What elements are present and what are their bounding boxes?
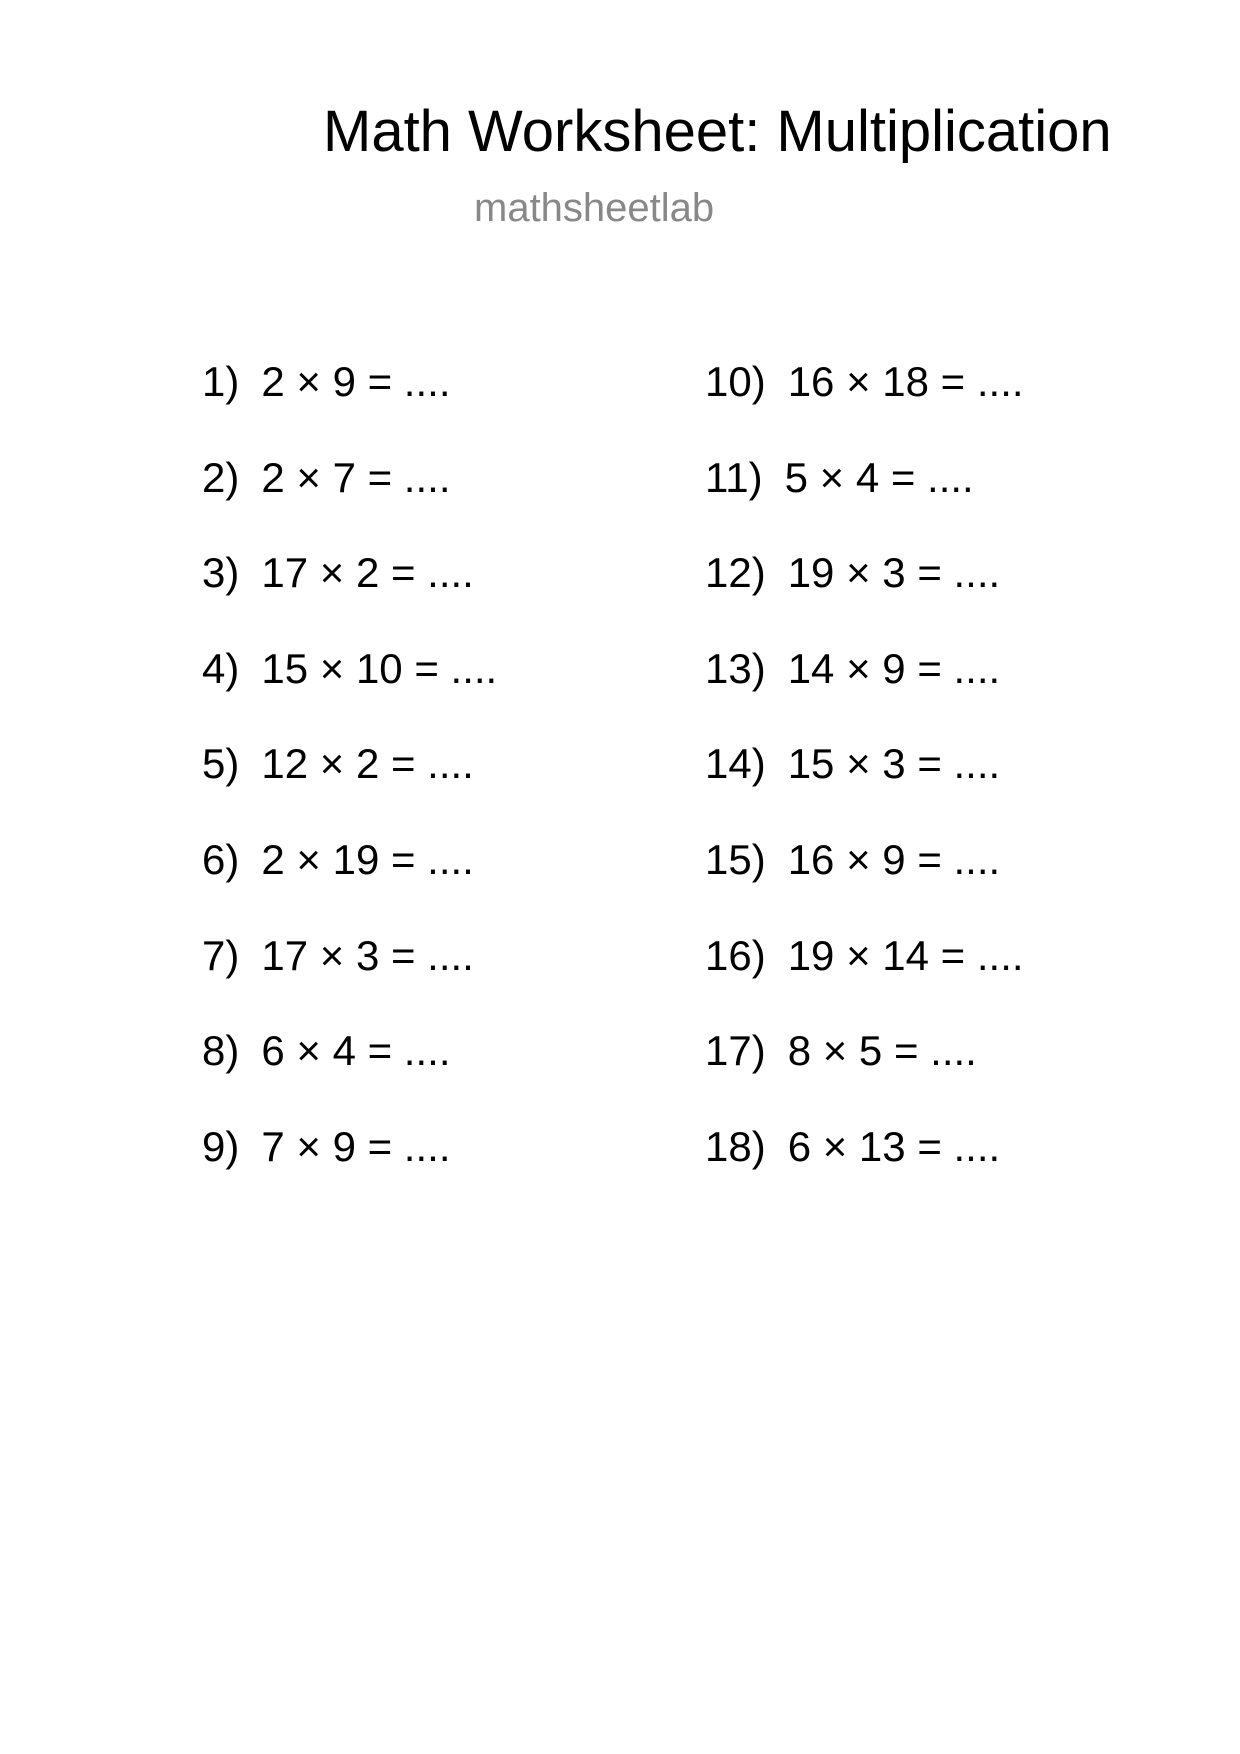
problem-item [705,1117,1024,1213]
problem-item [202,448,497,544]
problem-item [705,734,1024,830]
problem-number: 6) [202,835,240,883]
problem-expression: 16 × 18 = .... [787,358,1024,405]
problem-item [705,1021,1024,1117]
problem-expression: 2 × 9 = .... [261,358,451,405]
problem-expression: 6 × 4 = .... [261,1027,451,1075]
problem-number: 12) [705,549,766,597]
problem-number: 10) [705,358,766,405]
problem-number: 15) [705,835,766,883]
problem-number: 18) [705,1122,766,1170]
worksheet-title: Math Worksheet: Multiplication [323,99,1112,164]
problem-number: 7) [202,931,240,979]
problem-expression: 17 × 3 = .... [261,931,474,979]
problem-expression: 6 × 13 = .... [787,1122,1001,1170]
problem-number: 5) [202,740,240,788]
problem-expression: 19 × 3 = .... [787,549,1001,597]
problem-expression: 8 × 5 = .... [787,1027,977,1075]
problem-item [202,1021,497,1117]
problem-item [202,352,497,448]
problem-number: 11) [705,453,763,501]
problem-expression: 14 × 9 = .... [787,644,1001,692]
problem-expression: 16 × 9 = .... [787,835,1001,883]
problem-number: 1) [202,358,240,405]
problem-expression: 2 × 19 = .... [261,835,474,883]
problem-item [705,352,1024,448]
problem-expression: 2 × 7 = .... [261,453,451,501]
problem-number: 17) [705,1027,766,1075]
problem-expression: 7 × 9 = .... [261,1122,451,1170]
problem-number: 14) [705,740,766,788]
problem-item [202,1117,497,1213]
problem-item [705,639,1024,735]
problem-number: 2) [202,453,240,501]
problem-item [705,926,1024,1022]
worksheet-subtitle: mathsheetlab [474,186,715,230]
problem-number: 16) [705,931,766,979]
problem-expression: 17 × 2 = .... [261,549,474,597]
problem-expression: 5 × 4 = .... [784,453,974,501]
problem-item [202,830,497,926]
problem-expression: 12 × 2 = .... [261,740,474,788]
problem-item [705,543,1024,639]
problem-number: 3) [202,549,240,597]
problem-column-right [705,352,1024,1212]
problem-expression: 15 × 3 = .... [787,740,1001,788]
problem-number: 8) [202,1027,240,1075]
problem-column-left [202,352,497,1212]
problem-expression: 15 × 10 = .... [261,644,498,692]
problem-item [202,926,497,1022]
problem-number: 13) [705,644,766,692]
problem-number: 9) [202,1122,240,1170]
problem-item [202,543,497,639]
problem-number: 4) [202,644,240,692]
problem-item [705,830,1024,926]
problem-expression: 19 × 14 = .... [787,931,1024,979]
problem-item [202,734,497,830]
problem-item [202,639,497,735]
problem-item [705,448,1024,544]
